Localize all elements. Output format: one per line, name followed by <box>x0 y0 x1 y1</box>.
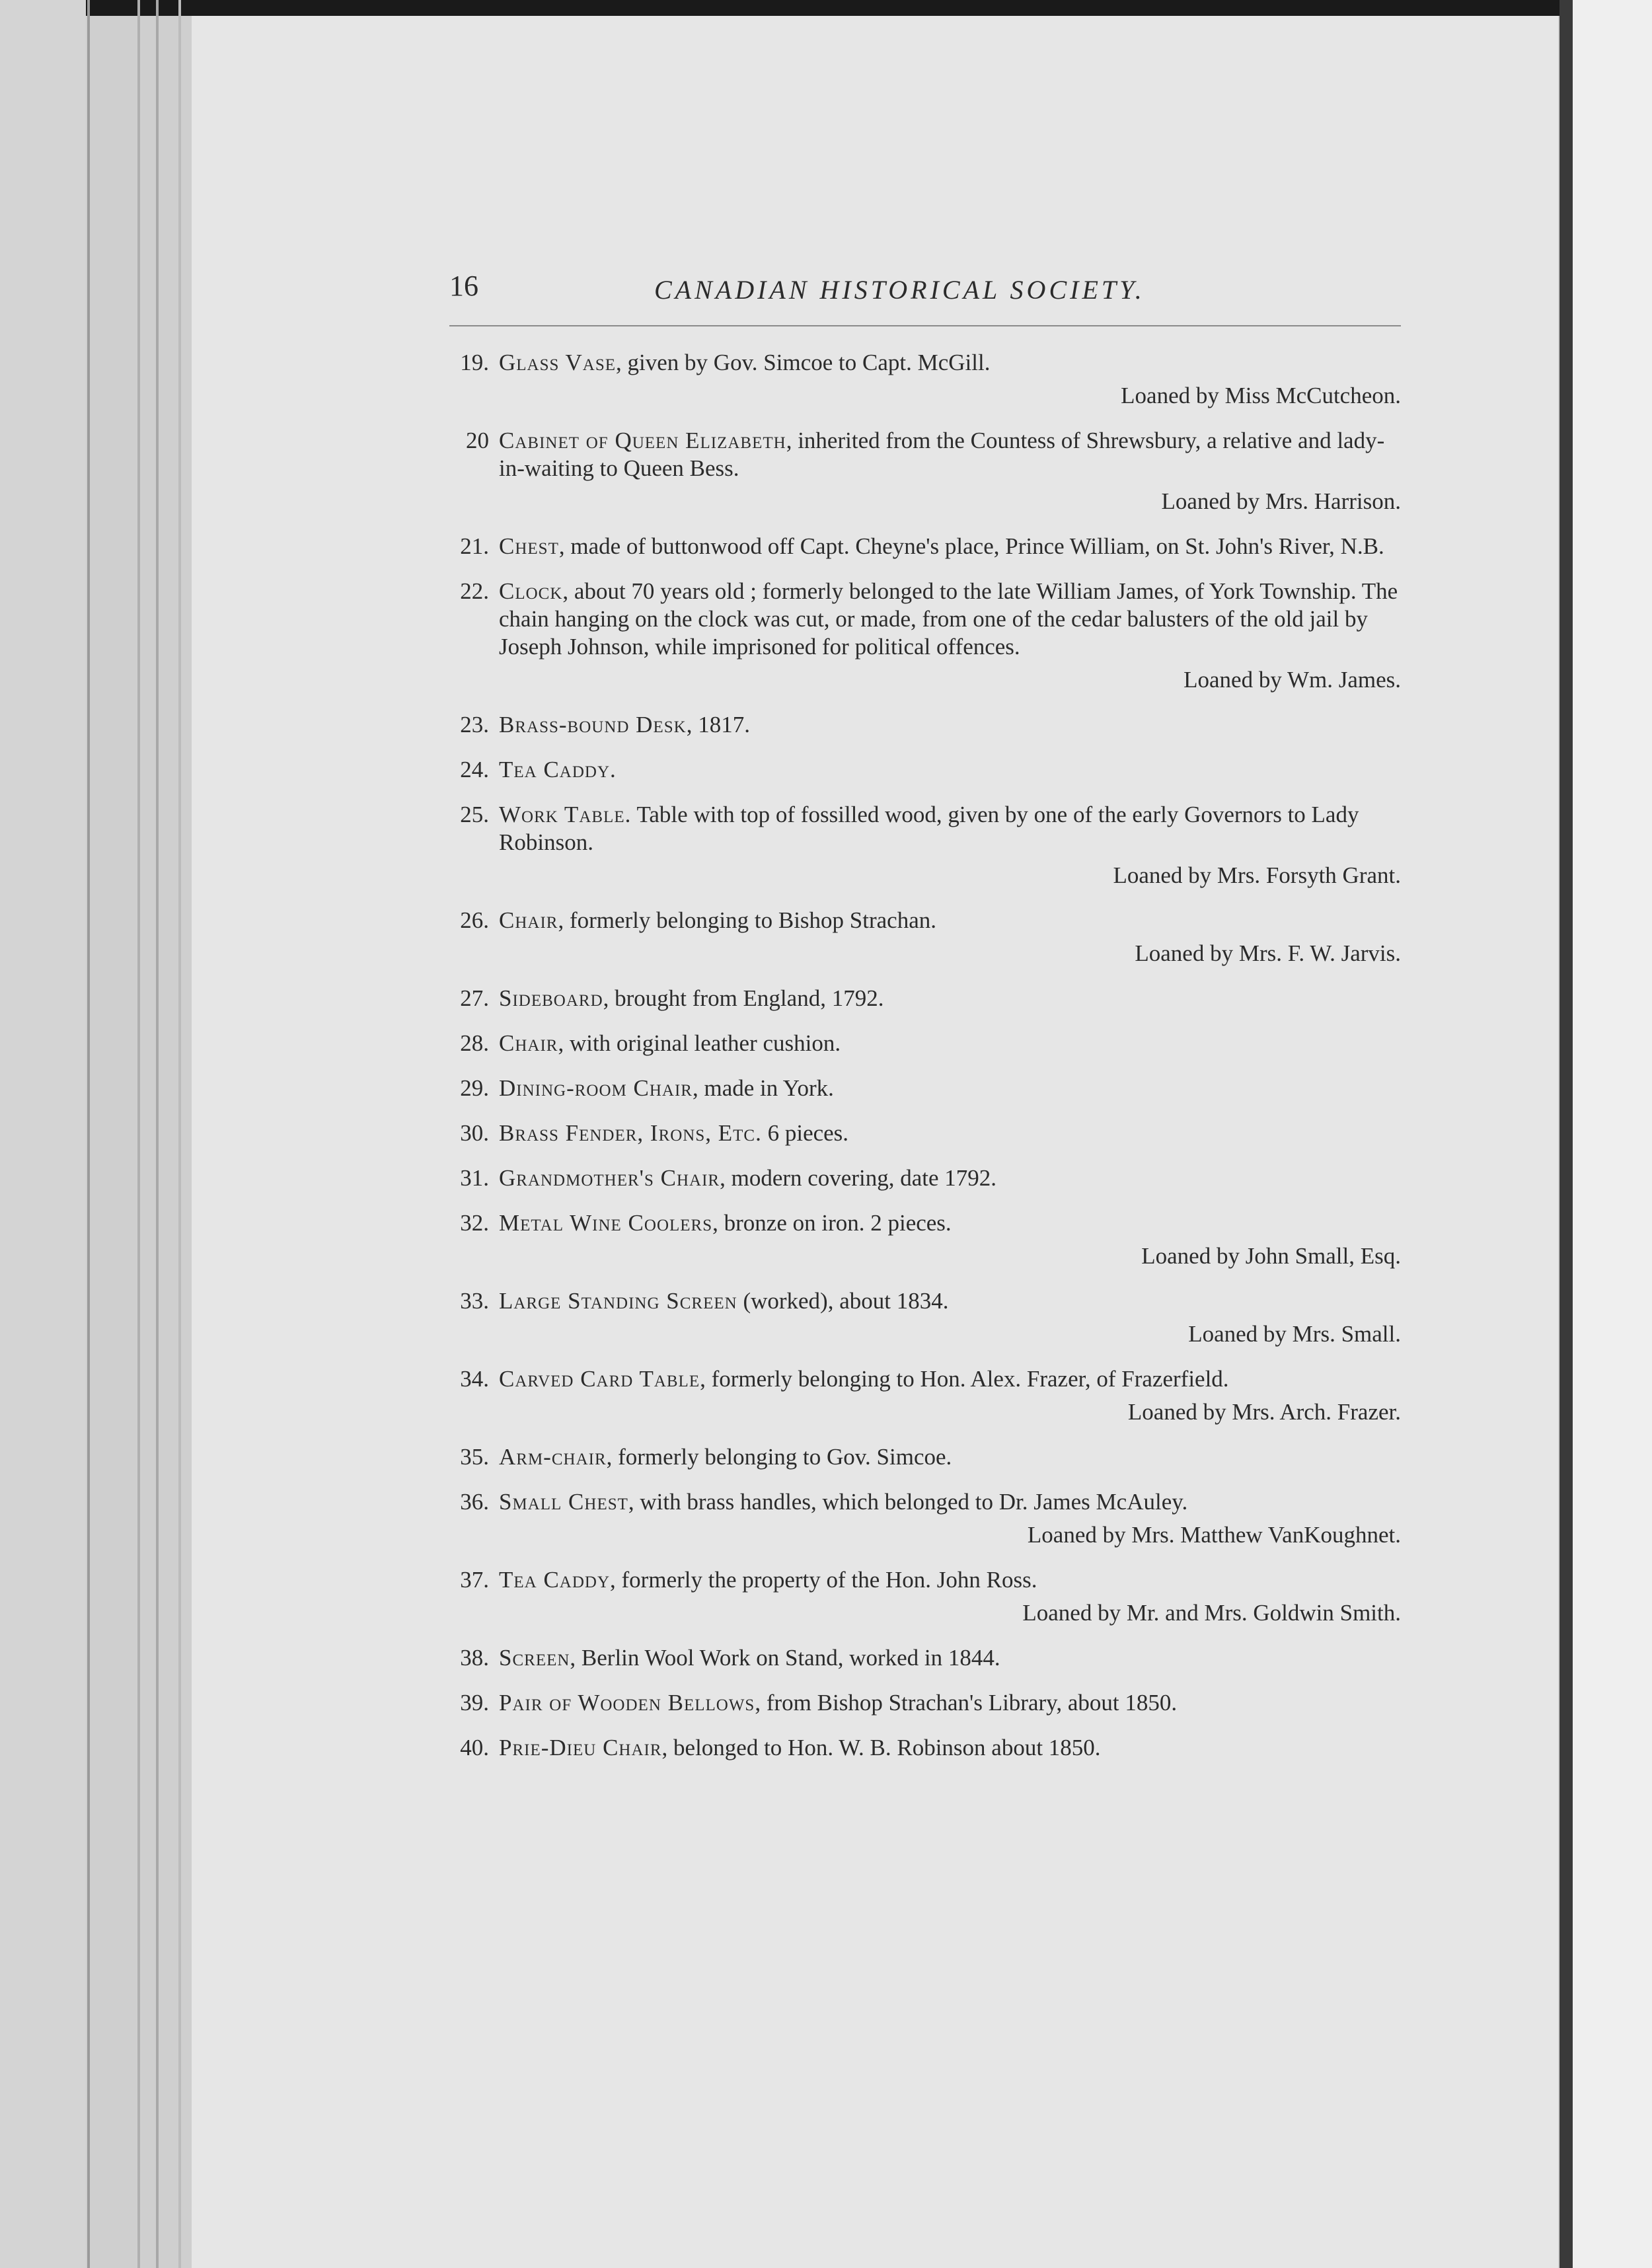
item-details: , about 70 years old ; formerly belonged to the late William James, of York Township. The chain hanging on the clock was cut, or made, from one of the cedar balusters of the old jail by Joseph Johnson, while imprisoned for political offences. <box>499 578 1398 660</box>
catalogue-entry <box>423 756 1401 784</box>
loan-credit: Loaned by Mrs. Harrison. <box>1161 488 1401 514</box>
entry-description <box>499 1443 1401 1471</box>
item-details: , formerly belonging to Hon. Alex. Frazer, of Frazerfield. <box>700 1366 1229 1392</box>
entry-description <box>499 1734 1401 1762</box>
page-gutter-shadow <box>1559 0 1573 2268</box>
item-name: Dining-room Chair <box>499 1075 693 1101</box>
item-name: Glass Vase <box>499 350 617 375</box>
entry-description <box>499 1689 1401 1717</box>
scan-top-border <box>0 0 1652 16</box>
entry-description <box>499 578 1401 661</box>
item-details: (worked), about 1834. <box>737 1288 949 1314</box>
entry-description <box>499 985 1401 1012</box>
catalogue-entry <box>423 1734 1401 1762</box>
catalogue-entry <box>423 1443 1401 1471</box>
entry-description <box>499 1287 1401 1315</box>
entry-number: 38. <box>460 1645 489 1671</box>
loan-credit: Loaned by Mrs. F. W. Jarvis. <box>1135 940 1401 966</box>
catalogue-entry <box>423 801 1401 889</box>
item-name: Chest <box>499 533 559 559</box>
entry-description <box>499 427 1401 482</box>
entry-number: 30. <box>460 1120 489 1146</box>
item-name: Brass-bound Desk <box>499 712 687 737</box>
entry-description <box>499 1164 1401 1192</box>
loan-credit: Loaned by Miss McCutcheon. <box>1121 383 1401 408</box>
catalogue-entry <box>423 1689 1401 1717</box>
loan-credit: Loaned by Wm. James. <box>1183 667 1401 693</box>
catalogue-entry <box>423 1287 1401 1348</box>
item-details: , made in York. <box>692 1075 834 1101</box>
entry-number: 25. <box>460 802 489 827</box>
entry-number: 29. <box>460 1075 489 1101</box>
loan-credit: Loaned by Mrs. Arch. Frazer. <box>1127 1399 1401 1425</box>
entry-description <box>499 907 1401 934</box>
page-number: 16 <box>449 270 478 302</box>
entry-description <box>499 1119 1401 1147</box>
entry-number: 39. <box>460 1690 489 1716</box>
item-name: Chair <box>499 1030 558 1056</box>
item-details: , formerly belonging to Gov. Simcoe. <box>606 1444 952 1470</box>
entry-number: 20 <box>466 428 489 453</box>
scan-right-margin <box>1573 0 1652 2268</box>
entry-description <box>499 349 1401 377</box>
catalogue-list <box>423 349 1401 1779</box>
header-rule <box>449 325 1401 326</box>
item-details: , given by Gov. Simcoe to Capt. McGill. <box>616 350 991 375</box>
item-details: , brought from England, 1792. <box>603 985 884 1011</box>
entry-number: 26. <box>460 907 489 933</box>
entry-description <box>499 1644 1401 1672</box>
catalogue-entry <box>423 1119 1401 1147</box>
entry-number: 34. <box>460 1366 489 1392</box>
entry-number: 36. <box>460 1489 489 1515</box>
catalogue-entry <box>423 1209 1401 1270</box>
catalogue-entry <box>423 907 1401 967</box>
item-details: , inherited from the Countess of Shrewsbury, a relative and lady-in-waiting to Queen Bess. <box>499 428 1385 481</box>
catalogue-entry <box>423 533 1401 560</box>
catalogue-entry <box>423 711 1401 739</box>
item-details: , formerly belonging to Bishop Strachan. <box>558 907 936 933</box>
entry-description <box>499 1030 1401 1057</box>
loan-credit: Loaned by Mr. and Mrs. Goldwin Smith. <box>1022 1600 1401 1626</box>
item-name: Pair of Wooden Bellows <box>499 1690 755 1716</box>
entry-number: 33. <box>460 1288 489 1314</box>
entry-number: 22. <box>460 578 489 604</box>
entry-number: 24. <box>460 757 489 782</box>
loan-credit: Loaned by Mrs. Matthew VanKoughnet. <box>1027 1522 1401 1548</box>
item-name: Sideboard <box>499 985 603 1011</box>
item-name: Chair <box>499 907 558 933</box>
scan-left-margin <box>0 0 86 2268</box>
catalogue-entry <box>423 1030 1401 1057</box>
catalogue-entry <box>423 985 1401 1012</box>
item-name: Grandmother's Chair <box>499 1165 720 1191</box>
item-name: Cabinet of Queen Elizabeth <box>499 428 786 453</box>
entry-number: 37. <box>460 1567 489 1593</box>
entry-description <box>499 1075 1401 1102</box>
item-name: Small Chest <box>499 1489 628 1515</box>
catalogue-entry <box>423 1164 1401 1192</box>
item-details: , Berlin Wool Work on Stand, worked in 1844. <box>570 1645 1000 1671</box>
item-name: Work Table. <box>499 802 632 827</box>
entry-number: 28. <box>460 1030 489 1056</box>
item-details: , 1817. <box>686 712 750 737</box>
item-details: , bronze on iron. 2 pieces. <box>712 1210 952 1236</box>
entry-description <box>499 756 1401 784</box>
catalogue-entry <box>423 1488 1401 1549</box>
item-name: Tea Caddy. <box>499 757 617 782</box>
catalogue-entry <box>423 1566 1401 1627</box>
entry-description <box>499 1566 1401 1594</box>
item-name: Metal Wine Coolers <box>499 1210 713 1236</box>
catalogue-entry <box>423 578 1401 694</box>
item-name: Tea Caddy <box>499 1567 611 1593</box>
catalogue-entry <box>423 1644 1401 1672</box>
item-details: , formerly the property of the Hon. John Ross. <box>610 1567 1037 1593</box>
item-details: , with brass handles, which belonged to Dr. James McAuley. <box>628 1489 1188 1515</box>
catalogue-entry <box>423 349 1401 410</box>
item-details: , with original leather cushion. <box>558 1030 841 1056</box>
entry-description <box>499 1488 1401 1516</box>
item-name: Prie-Dieu Chair <box>499 1735 662 1760</box>
running-header <box>449 261 1401 314</box>
item-details: , made of buttonwood off Capt. Cheyne's place, Prince William, on St. John's River, N.B. <box>558 533 1384 559</box>
catalogue-entry <box>423 1365 1401 1426</box>
item-name: Clock <box>499 578 563 604</box>
item-details: , from Bishop Strachan's Library, about 1850. <box>755 1690 1178 1716</box>
page-stack-edge <box>137 0 140 2268</box>
item-details: , belonged to Hon. W. B. Robinson about 1850. <box>661 1735 1101 1760</box>
entry-number: 19. <box>460 350 489 375</box>
page-stack-edge <box>156 0 159 2268</box>
item-name: Brass Fender, Irons, Etc. <box>499 1120 762 1146</box>
page-stack-edge <box>87 0 90 2268</box>
catalogue-entry <box>423 1075 1401 1102</box>
item-name: Carved Card Table <box>499 1366 700 1392</box>
item-details: 6 pieces. <box>761 1120 849 1146</box>
entry-description <box>499 801 1401 856</box>
entry-number: 35. <box>460 1444 489 1470</box>
loan-credit: Loaned by Mrs. Forsyth Grant. <box>1113 862 1401 888</box>
loan-credit: Loaned by John Small, Esq. <box>1141 1243 1401 1269</box>
entry-number: 21. <box>460 533 489 559</box>
entry-description <box>499 1365 1401 1393</box>
entry-number: 40. <box>460 1735 489 1760</box>
entry-number: 31. <box>460 1165 489 1191</box>
entry-description <box>499 1209 1401 1237</box>
item-name: Screen <box>499 1645 570 1671</box>
item-name: Large Standing Screen <box>499 1288 737 1314</box>
item-details: Table with top of fossilled wood, given by one of the early Governors to Lady Robinson. <box>499 802 1359 855</box>
page-stack-edge <box>178 0 181 2268</box>
item-name: Arm-chair <box>499 1444 607 1470</box>
loan-credit: Loaned by Mrs. Small. <box>1188 1321 1401 1347</box>
running-title: CANADIAN HISTORICAL SOCIETY. <box>654 275 1145 305</box>
catalogue-entry <box>423 427 1401 515</box>
entry-number: 27. <box>460 985 489 1011</box>
entry-description <box>499 711 1401 739</box>
entry-description <box>499 533 1401 560</box>
entry-number: 32. <box>460 1210 489 1236</box>
item-details: , modern covering, date 1792. <box>720 1165 996 1191</box>
entry-number: 23. <box>460 712 489 737</box>
